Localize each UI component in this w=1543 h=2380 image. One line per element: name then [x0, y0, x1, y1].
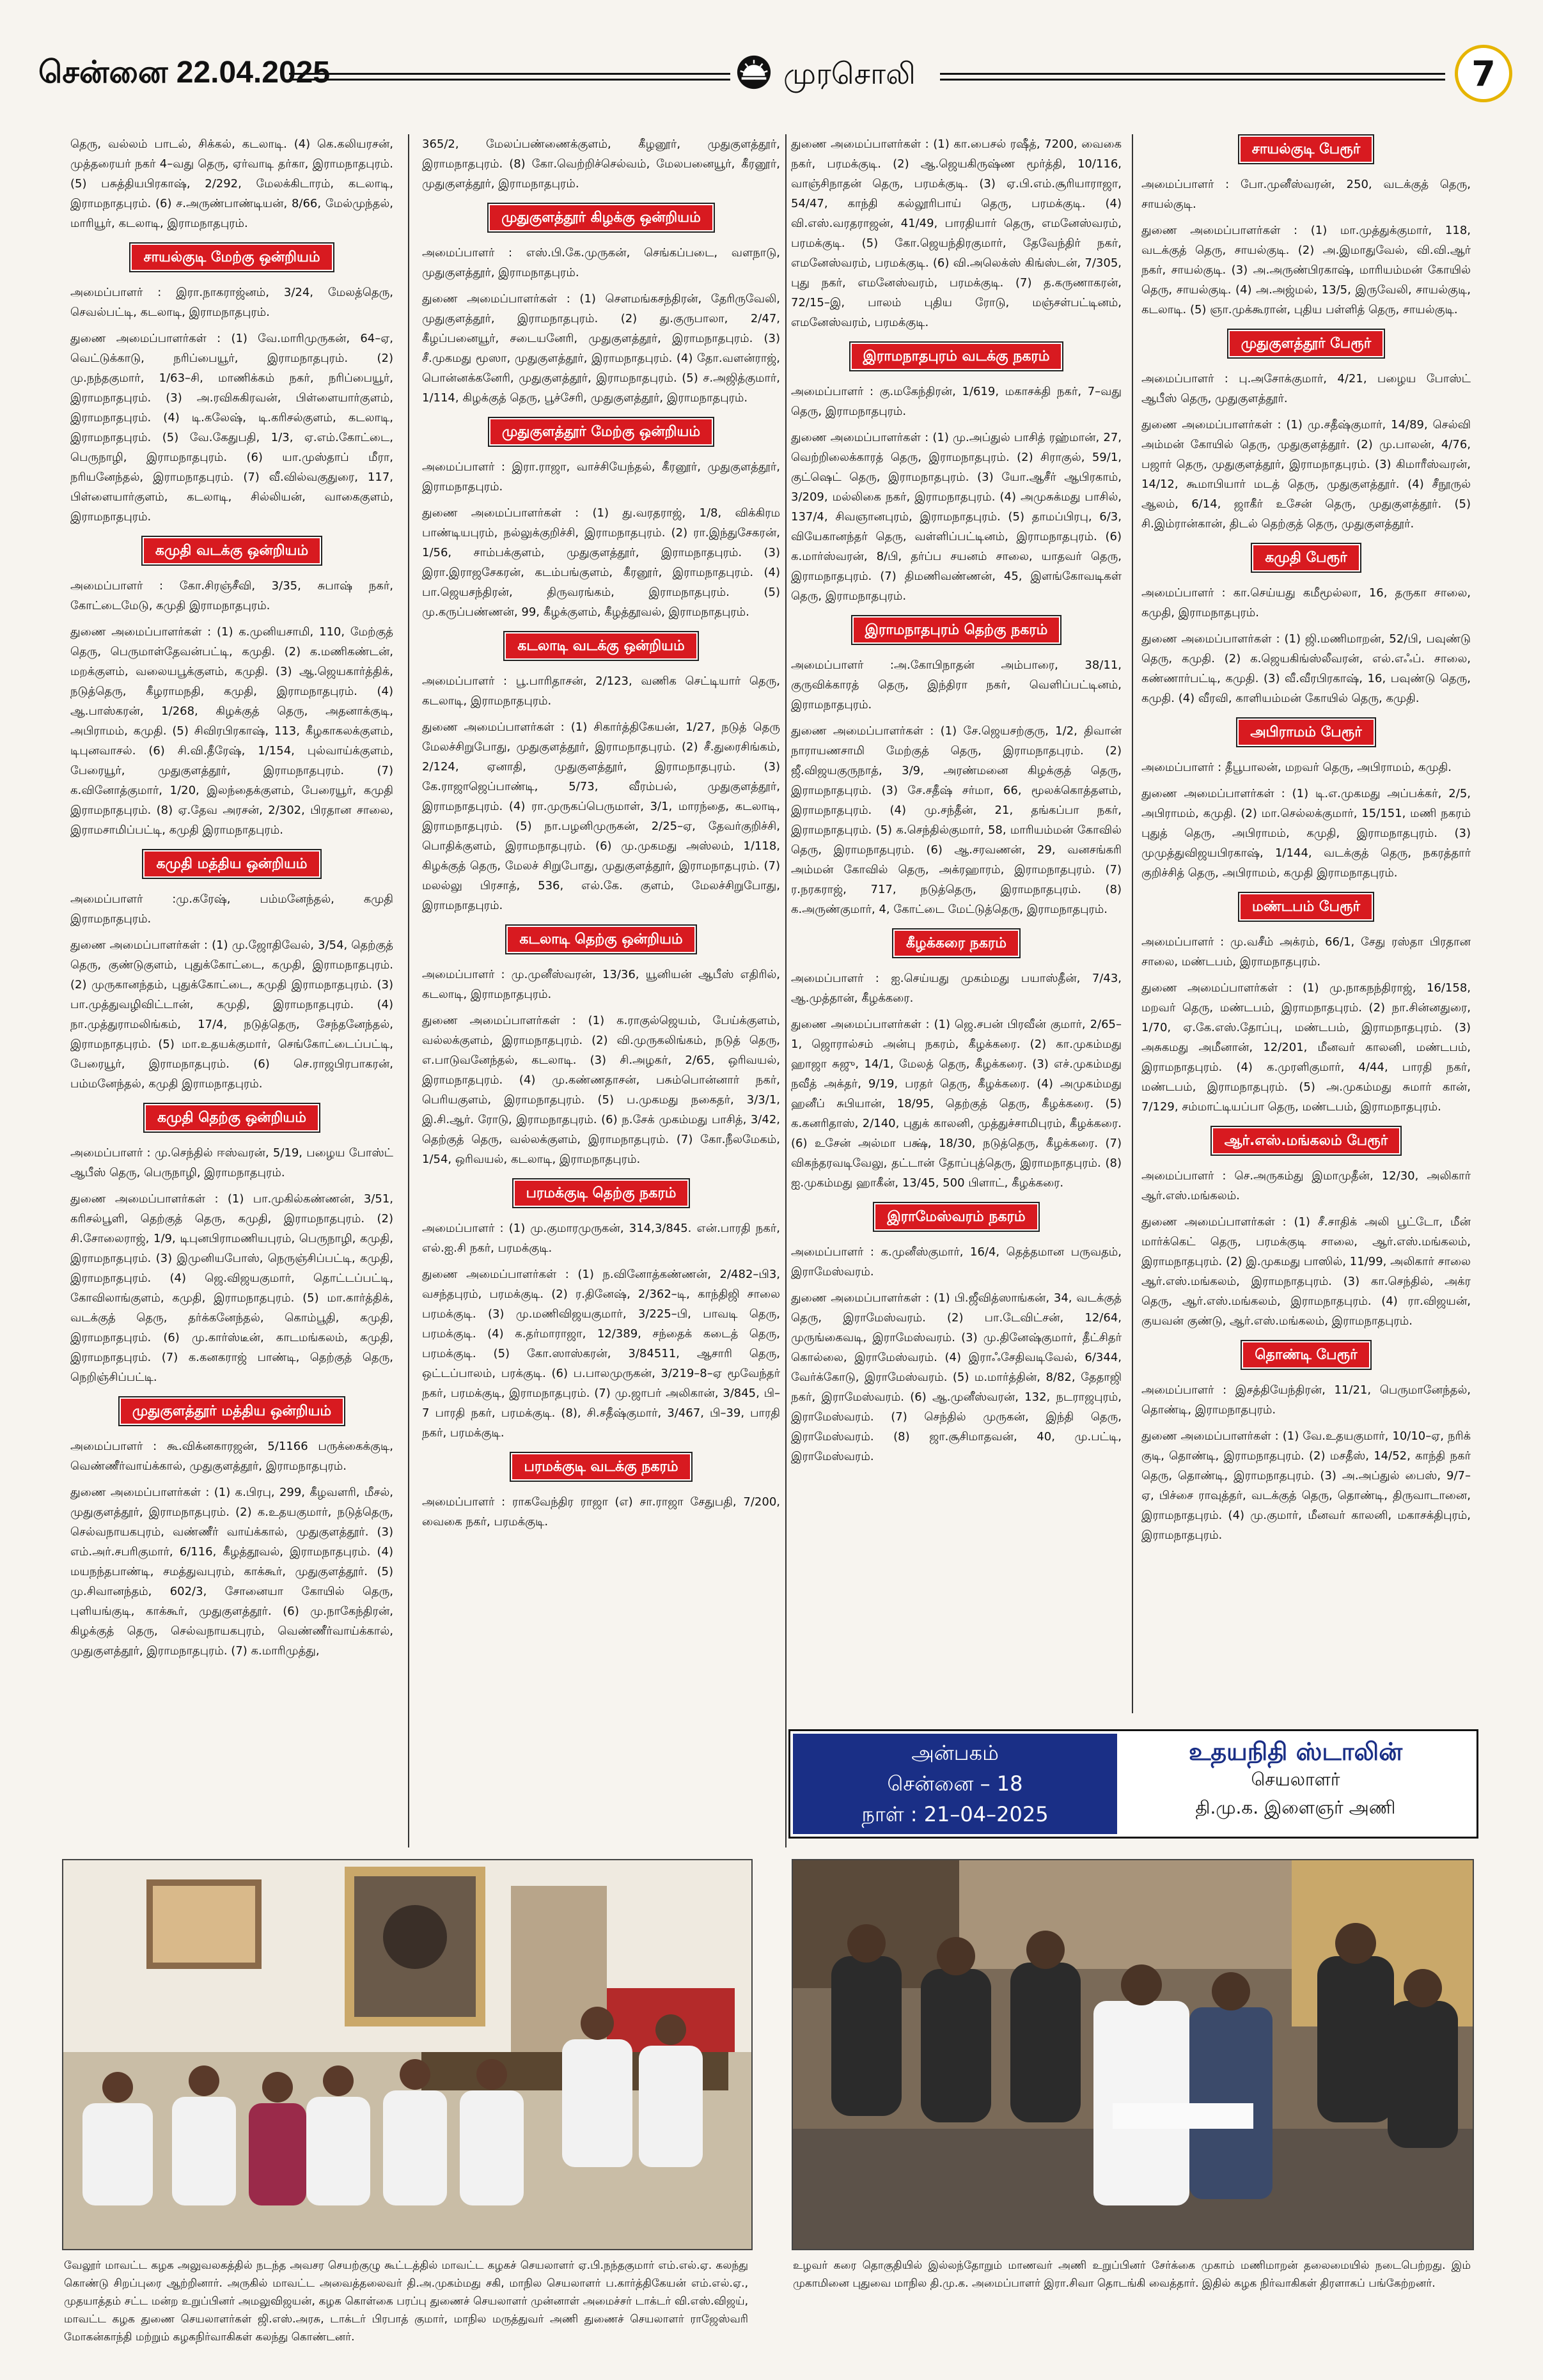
section-heading: சாயல்குடி மேற்கு ஒன்றியம் [70, 242, 393, 272]
organizer-entry: அமைப்பாளர் : மு.முனீஸ்வரன், 13/36, யூனியன் ஆபீஸ் எதிரில், கடலாடி, இராமநாதபுரம். [422, 968, 780, 1001]
article-paragraph: 365/2, மேலப்பண்ணைக்குளம், கீழனூர், முதுகுளத்தூர், இராமநாதபுரம். (8) கோ.வெற்றிச்செல்வம், மேலபனையூர், கீரனூர், முதுகுளத்தூர், இராமநாதபுரம். [422, 137, 780, 191]
organizer-entry: அமைப்பாளர் :அ.கோபிநாதன் அம்பாரை, 38/11, குருவிக்காரத் தெரு, இந்திரா நகர், வெளிப்பட்டினம், இராமநாதபுரம். [791, 658, 1122, 712]
section-heading: ஆர்.எஸ்.மங்கலம் பேரூர் [1141, 1126, 1471, 1156]
page-number-badge: 7 [1455, 45, 1512, 102]
office-date-block [793, 1734, 1117, 1834]
deputy-organizers-entry: துணை அமைப்பாளர்கள் : (1) சௌமங்கசந்திரன், தேரிருவேலி, முதுகுளத்தூர், இராமநாதபுரம். (2) து.குருபாலா, 2/47, கீழப்பனையூர், சடையனேரி, முதுகுளத்தூர், இராமநாதபுரம். (3) சீ.முகமது மூஸா, முதுகுளத்தூர், இராமநாதபுரம். (4) தோ.வளன்ராஜ், பொன்னக்கனேரி, முதுகுளத்தூர், இராமநாதபுரம். (5) ச.அஜித்குமார், 1/114, கிழக்குத் தெரு, பூச்சேரி, முதுகுளத்தூர், இராமநாதபுரம். [422, 292, 780, 405]
issue-date-line: நாள் : 21–04–2025 [861, 1802, 1049, 1826]
organizer-entry: அமைப்பாளர் : மு.செந்தில் ஈஸ்வரன், 5/19, பழைய போஸ்ட் ஆபீஸ் தெரு, பெருநாழி, இராமநாதபுரம். [70, 1146, 393, 1179]
organizer-entry: அமைப்பாளர் : இரா.ராஜா, வாச்சியேந்தல், கீரனூர், முதுகுளத்தூர், இராமநாதபுரம். [422, 460, 780, 494]
organizer-entry: அமைப்பாளர் : மு.வசீம் அக்ரம், 66/1, சேது ரஸ்தா பிரதான சாலை, மண்டபம், இராமநாதபுரம். [1141, 935, 1471, 968]
page-header [38, 45, 1509, 104]
organizer-entry: அமைப்பாளர் : ஐ.செய்யது முகம்மது பயாஸ்தீன், 7/43, ஆ.முத்தான், கீழக்கரை. [791, 972, 1122, 1005]
signatory-role: செயலாளர் [1251, 1769, 1340, 1790]
event-photo-image [793, 1860, 1473, 2249]
column-divider [785, 134, 787, 1847]
deputy-organizers-entry: துணை அமைப்பாளர்கள் : (1) க.பிரபு, 299, கீழவளரி, மீசல், முதுகுளத்தூர், இராமநாதபுரம். (2) க.உதயகுமார், நடுத்தெரு, செல்வநாயகபுரம், வண்ணீர் வாய்க்கால், முதுகுளத்தூர். (3) எம்.அர்.சபரிகுமார், 6/116, கீழத்தூவல், இராமநாதபுரம். (4) மயநந்தபாண்டி, சமத்துவபுரம், காக்கூர், முதுகுளத்தூர். (5) மு.சிவானந்தம், 602/3, சோனையா கோயில் தெரு, புளியங்குடி, காக்கூர், முதுகுளத்தூர். (6) மு.நாகேந்திரன், கிழக்குத் தெரு, செல்வநாயகபுரம், வெண்ணீர்வாய்க்கால், முதுகுளத்தூர், இராமநாதபுரம். (7) க.மாரிமுத்து, [70, 1486, 393, 1658]
section-heading: கீழக்கரை நகரம் [791, 928, 1122, 958]
column-2 [422, 134, 780, 1538]
organizer-entry: அமைப்பாளர் : கோ.சிரஞ்சீவி, 3/35, சுபாஷ் நகர், கோட்டைமேடு, கமுதி இராமநாதபுரம். [70, 579, 393, 612]
organizer-entry: அமைப்பாளர் : க.முனீஸ்குமார், 16/4, தெத்தமான பருவதம், இராமேஸ்வரம். [791, 1245, 1122, 1279]
issue-date: சென்னை 22.04.2025 [38, 56, 331, 89]
organizer-entry: அமைப்பாளர் : பு.அசோக்குமார், 4/21, பழைய போஸ்ட் ஆபீஸ் தெரு, முதுகுளத்தூர். [1141, 372, 1471, 405]
right-photo-caption: உழவர் கரை தொகுதியில் இல்லந்தோறும் மாணவர் அணி உறுப்பினர் சேர்க்கை முகாம் மணிமாறன் தலைமையில் நடைபெற்றது. இம் முகாமினை புதுவை மாநில தி.மு.க. அமைப்பாளர் இரா.சிவா தொடங்கி வைத்தார். இதில் கழக நிர்வாகிகள் திரளாகப் பங்கேற்றனர். [793, 2259, 1471, 2290]
deputy-organizers-entry: துணை அமைப்பாளர்கள் : (1) மு.அப்துல் பாசித் ரஹ்மான், 27, வெற்றிலைக்காரத் தெரு, இராமநாதபுரம். (2) சிராகுல், 59/1, குட்ஷெட் தெரு, இராமநாதபுரம். (3) யோ.ஆசீர் ஆபிரகாம், 3/209, மல்லிகை நகர், இராமநாதபுரம். (4) அமுசுக்மது பாசில், 137/4, சிவஞானபுரம், இராமநாதபுரம். (5) தாமப்பிரபு, 6/3, வியேகானந்தர் தெரு, வள்ளிப்பட்டினம், இராமநாதபுரம். (6) க.மார்ஸ்வரன், 8/பி, தர்ப்ப சயனம் சாலை, யாதவர் தெரு, இராமநாதபுரம். (7) திமணிவண்ணன், 45, இளங்கோவடிகள் தெரு, இராமநாதபுரம். [791, 431, 1122, 603]
deputy-organizers-entry: துணை அமைப்பாளர்கள் : (1) பா.முகில்கண்ணன், 3/51, கரிசல்பூளி, தெற்குத் தெரு, கமுதி, இராமநாதபுரம். (2) சி.சோலைராஜ், 1/9, டிபுனபிராமணியபுரம், பெருநாழி, கமுதி, இராமநாதபுரம். (3) இமுனியபோஸ், நெருஞ்சிப்பட்டி, கமுதி, இராமநாதபுரம். (4) ஜெ.விஜயகுமார், தொட்டப்பட்டி, கோவிலாங்குளம், கமுதி, இராமநாதபுரம். (5) மா.கார்த்திக், வடக்குத் தெரு, தர்க்கனேந்தல், கொம்பூதி, கமுதி, இராமநாதபுரம். (6) மு.கார்ஸ்டீன், காடமங்கலம், கமுதி, இராமநாதபுரம். (7) க.கனகராஜ் பாண்டி, தெற்குத் தெரு, நெறிஞ்சிப்பட்டி. [70, 1192, 393, 1384]
signatory-name: உதயநிதி ஸ்டாலின் [1188, 1738, 1403, 1766]
section-heading: கமுதி பேரூர் [1141, 543, 1471, 573]
section-heading: அபிராமம் பேரூர் [1141, 717, 1471, 747]
section-heading: முதுகுளத்தூர் கிழக்கு ஒன்றியம் [422, 203, 780, 233]
section-heading: சாயல்குடி பேரூர் [1141, 134, 1471, 164]
section-heading: பரமக்குடி தெற்கு நகரம் [422, 1178, 780, 1208]
column-4 [1141, 134, 1471, 1552]
organizer-entry: அமைப்பாளர் : தீபூபாலன், மறவர் தெரு, அபிராமம், கமுதி. [1141, 761, 1452, 774]
deputy-organizers-entry: துணை அமைப்பாளர்கள் : (1) கா.பைசல் ரஷீத், 7200, வைகை நகர், பரமக்குடி. (2) ஆ.ஜெயகிருஷ்ண மூர்த்தி, 10/116, வாஞ்சிநாதன் தெரு, பரமக்குடி. (3) ஏ.பி.எம்.சூரியாராஜா, 54/47, காந்தி கல்லூரிபாய் தெரு, பரமக்குடி. (4) வி.எஸ்.வரதராஜன், 41/49, பாரதியார் தெரு, எமனேஸ்வரம், பரமக்குடி. (5) கோ.ஜெயந்திரகுமார், தேவேந்திர் நகர், எமனேஸ்வரம், பரமக்குடி. (6) வி.அலெக்ஸ் கிங்ஸ்டன், 7/305, புது நகர், எமனேஸ்வரம், பரமக்குடி. (7) த.கருணாகரன், 72/15–இ, பாலம் புதிய ரோடு, மஞ்சள்பட்டினம், எமனேஸ்வரம், பரமக்குடி. [791, 137, 1122, 329]
deputy-organizers-entry: துணை அமைப்பாளர்கள் : (1) டி.எ.முகமது அப்பக்கர், 2/5, அபிராமம், கமுதி. (2) மா.செல்லக்குமார், 15/151, மணி நகரம் புதுத் தெரு, அபிராமம், கமுதி, இராமநாதபுரம். (3) முமுத்துவிஜயபிரகாஷ், 1/144, வடக்குத் தெரு, நகரத்தார் குறிச்சித் தெரு, அபிராமம், கமுதி இராமநாதபுரம். [1141, 787, 1471, 880]
rising-sun-logo-icon [735, 54, 772, 91]
deputy-organizers-entry: துணை அமைப்பாளர்கள் : (1) வே.மாரிமுருகன், 64–ஏ, வெட்டுக்காடு, நரிப்பையூர், இராமநாதபுரம். (2) மு.நந்தகுமார், 1/63–சி, மாணிக்கம் நகர், நரிப்பையூர், இராமநாதபுரம். (3) அ.ரவிசுகிரவன், பிள்ளையார்குளம், இராமநாதபுரம். (4) டி.கலேஷ், டி.கரிசல்குளம், கடலாடி, இராமநாதபுரம். (5) வே.கேதுபதி, 1/3, ஏ.எம்.கோட்டை, பெருநாழி, இராமநாதபுரம். (6) யா.முஸ்தாப் மீரா, நரியனேந்தல், இராமநாதபுரம். (7) வீ.வில்வகுதுரை, 117, பிள்ளையார்குளம், கடலாடி, சில்லியன், வாகைகுளம், இராமநாதபுரம். [70, 332, 393, 524]
event-photo [792, 1859, 1474, 2250]
deputy-organizers-entry: துணை அமைப்பாளர்கள் : (1) பி.ஜீவித்ஸாங்கன், 34, வடக்குத் தெரு, இராமேஸ்வரம். (2) பா.டேவிட்சன், 12/64, முருங்கைவடி, இராமேஸ்வரம். (3) மு.தினேஷ்குமார், தீட்சிதர் கொல்லை, இராமேஸ்வரம். (4) இராஃசேதிவடிவேல், 6/344, வேர்க்கோடு, இராமேஸ்வரம். (5) ம.மார்த்தின், 8/82, தேதாஜி நகர், இராமேஸ்வரம். (6) ஆ.முனீஸ்வரன், 132, நடராஜபுரம், இராமேஸ்வரம். (7) செந்தில் முருகன், இந்தி தெரு, இராமேஸ்வரம். (8) ஜா.சூசிமாதவன், 40, மு.பட்டி, இராமேஸ்வரம். [791, 1291, 1122, 1463]
organizer-entry: அமைப்பாளர் : எஸ்.பி.கே.முருகன், செங்கப்படை, வளநாடு, முதுகுளத்தூர், இராமநாதபுரம். [422, 246, 780, 279]
meeting-photo-image [63, 1860, 751, 2249]
deputy-organizers-entry: துணை அமைப்பாளர்கள் : (1) க.முனியசாமி, 110, மேற்குத் தெரு, பெருமாள்தேவன்பட்டி, கமுதி. (2) க.மணிகண்டன், மறக்குளம், வலையபூக்குளம், கமுதி. (3) ஆ.ஜெயகார்த்திக், நடுத்தெரு, கீழராமநதி, கமுதி, இராமநாதபுரம். (4) ஆ.பாஸ்கரன், 1/268, கிழக்குத் தெரு, அதனாக்குடி, அபிராமம், கமுதி. (5) சிவிரபிரகாஷ், 113, கீழகாகலக்குளம், டிபுனவாசல். (6) சி.வி.தீரேஷ், 1/154, புல்வாய்க்குளம், பேரையூர், முதுகுளத்தூர், இராமநாதபுரம். (7) க.வினோத்குமார், 1/20, இலந்தைக்குளம், பேரையூர், கமுதி இராமநாதபுரம். (8) ஏ.தேவ அரசன், 2/302, பிரதான சாலை, இராமசாமிப்பட்டி, கமுதி இராமநாதபுரம். [70, 625, 393, 837]
meeting-photo [62, 1859, 753, 2250]
section-heading: முதுகுளத்தூர் பேரூர் [1141, 329, 1471, 359]
newspaper-name: முரசொலி [783, 56, 916, 91]
section-heading: கடலாடி தெற்கு ஒன்றியம் [422, 924, 780, 954]
deputy-organizers-entry: துணை அமைப்பாளர்கள் : (1) சே.ஜெயசற்குரு, 1/2, திவான் நாராயணசாமி மேற்குத் தெரு, இராமநாதபுரம். (2) ஜீ.விஜயகுருநாத், 3/9, அரண்மனை கிழக்குத் தெரு, இராமநாதபுரம். (3) சே.சதீஷ் சர்மா, 66, மூலக்கொத்தளம், இராமநாதபுரம். (4) மு.சந்தீன், 21, தங்கப்பா நகர், இராமநாதபுரம். (5) க.செந்தில்குமார், 58, மாரியம்மன் கோவில் தெரு, இராமநாதபுரம். (6) ஆ.சரவணன், 29, வனசங்கரி அம்மன் கோவில் தெரு, அக்ரஹாரம், இராமநாதபுரம். (7) ர.நரகராஜ், 717, நடுத்தெரு, இராமநாதபுரம். (8) க.அருண்குமார், 4, கோட்டை மேட்டுத்தெரு, இராமநாதபுரம். [791, 724, 1122, 916]
organizer-entry: அமைப்பாளர் : கா.செய்யது கமீமூல்லா, 16, தருகா சாலை, கமுதி, இராமநாதபுரம். [1141, 586, 1471, 619]
deputy-organizers-entry: துணை அமைப்பாளர்கள் : (1) ஜி.மணிமாறன், 52/பி, பவுண்டு தெரு, கமுதி. (2) க.ஜெயகிங்ஸ்லீவரன், எல்.எஃப். சாலை, கண்ணார்பட்டி, கமுதி. (3) வீ.வீரபிரகாஷ், 16, பவுண்டு தெரு, கமுதி. (4) வீரவி, காளியம்மன் கோயில் தெரு, கமுதி. [1141, 632, 1471, 705]
header-rule-right [940, 73, 1445, 81]
column-3 [791, 134, 1122, 1473]
organizer-entry: அமைப்பாளர் : இசத்தியேந்திரன், 11/21, பெருமானேந்தல், தொண்டி, இராமநாதபுரம். [1141, 1383, 1471, 1417]
signature-box [788, 1729, 1478, 1839]
deputy-organizers-entry: துணை அமைப்பாளர்கள் : (1) ந.வினோத்கண்ணன், 2/482–பி3, வசந்தபுரம், பரமக்குடி. (2) ர.தினேஷ், 2/362–டி, காந்திஜி சாலை பரமக்குடி. (3) மு.மணிவிஜயகுமார், 3/225–பி, பாவடி தெரு, பரமக்குடி. (4) க.தர்மாராஜா, 12/389, சந்தைக் கடைத் தெரு, பரமக்குடி. (5) கோ.ஸாஸ்கரன், 3/84511, ஆசாரி தெரு, ஒட்டப்பாலம், பரக்குடி. (6) ப.பாலமுருகன், 3/219–8–ஏ மூவேந்தர் நகர், பரமக்குடி, இராமநாதபுரம். (7) மு.ஜாபர் அலிகான், 3/845, பி–7 பாரதி நகர், பரமக்குடி. (8), சி.சதீஷ்குமார், 3/467, பி–39, பாரதி நகர், பரமக்குடி. [422, 1268, 780, 1440]
deputy-organizers-entry: துணை அமைப்பாளர்கள் : (1) து.வரதராஜ், 1/8, விக்கிரம பாண்டியபுரம், நல்லுக்குறிச்சி, இராமநாதபுரம். (2) ரா.இந்துசேகரன், 1/56, சாம்பக்குளம், முதுகுளத்தூர், இராமநாதபுரம். (3) இரா.இராஜசேகரன், கடம்பங்குளம், கீரனூர், இராமநாதபுரம். (4) பா.ஜெயசந்திரன், திருவரங்கம், இராமநாதபுரம். (5) மு.கருப்பண்ணன், 99, கீழக்குளம், கீழத்தூவல், இராமநாதபுரம். [422, 506, 780, 619]
deputy-organizers-entry: துணை அமைப்பாளர்கள் : (1) வே.உதயகுமார், 10/10–ஏ, நரிக் குடி, தொண்டி, இராமநாதபுரம். (2) மசதீஸ், 14/52, காந்தி நகர் தெரு, தொண்டி, இராமநாதபுரம். (3) அ.அப்துல் பைஸ், 9/7–ஏ, பிச்சை ராவுத்தர், வடக்குத் தெரு, தொண்டி, திருவாடானை, இராமநாதபுரம். (4) மு.குமார், மீனவர் காலனி, மகாசக்திபுரம், இராமநாதபுரம். [1141, 1429, 1471, 1542]
section-heading: கடலாடி வடக்கு ஒன்றியம் [422, 631, 780, 661]
organizer-entry: அமைப்பாளர் : பூ.பாரிதாசன், 2/123, வணிக செட்டியார் தெரு, கடலாடி, இராமநாதபுரம். [422, 674, 780, 708]
deputy-organizers-entry: துணை அமைப்பாளர்கள் : (1) மு.சதீஷ்குமார், 14/89, செல்வி அம்மன் கோயில் தெரு, முதுகுளத்தூர். (2) மு.பாலன், 4/76, பஜார் தெரு, முதுகுளத்தூர், இராமநாதபுரம். (3) கிமாரீஸ்வரன், 14/12, கூமாபியார் மடத் தெரு, முதுகுளத்தூர். (4) சீநூருல் ஆலம், 6/14, ஜாகீர் உசேன் தெரு, முதுகுளத்தூர். (5) சி.இம்ரான்கான், திடல் தெற்குத் தெரு, முதுகுளத்தூர். [1141, 418, 1471, 531]
column-1 [70, 134, 393, 1667]
organizer-entry: அமைப்பாளர் : (1) மு.குமாரமுருகன், 314,3/845. என்.பாரதி நகர், எல்.ஐ.சி நகர், பரமக்குடி. [422, 1222, 780, 1255]
left-photo-caption: வேலூர் மாவட்ட கழக அலுவலகத்தில் நடந்த அவசர செயற்குழு கூட்டத்தில் மாவட்ட கழகச் செயலாளர் ஏ.பி.நந்தகுமார் எம்.எல்.ஏ. கலந்து கொண்டு சிறப்புரை ஆற்றினார். அருகில் மாவட்ட அவைத்தலைவர் தி.அ.முகம்மது சகி, மாநில செயலாளர் ப.கார்த்திகேயன் எம்.எல்.ஏ., முதயாத்தம் சட்ட மன்ற உறுப்பினர் அமலுவிஜயன், கழக கொள்கை பரப்பு துணைச் செயலாளர் முன்னாள் அமைச்சர் டாக்டர் வி.எஸ்.விஜய், மாவட்ட கழக துணை செயலாளர்கள் ஜி.எஸ்.அரசு, டாக்டர் பிரபாத் குமார், மாநில மருத்துவர் அணி துணைச் செயலாளர் ராஜேஸ்வரி மோகன்காந்தி மற்றும் கழகநிர்வாகிகள் கலந்து கொண்டனர். [64, 2259, 748, 2344]
section-heading: முதுகுளத்தூர் மேற்கு ஒன்றியம் [422, 417, 780, 447]
section-heading: கமுதி தெற்கு ஒன்றியம் [70, 1103, 393, 1133]
office-name: அன்பகம் [911, 1741, 999, 1765]
deputy-organizers-entry: துணை அமைப்பாளர்கள் : (1) சீ.சாதிக் அலி பூட்டோ, மீன் மார்க்கெட் தெரு, பரமக்குடி சாலை, ஆர்.எஸ்.மங்கலம், இராமநாதபுரம். (2) இ.முகமது பாஸில், 11/99, அலிகார் சாலை ஆர்.எஸ்.மங்கலம், இராமநாதபுரம். (3) கா.செந்தில், அக்ர தெரு, ஆர்.எஸ்.மங்கலம், இராமநாதபுரம். (4) ரா.விஜயன், குயவன் குண்டு, ஆர்.எஸ்.மங்கலம், இராமநாதபுரம். [1141, 1215, 1471, 1328]
deputy-organizers-entry: துணை அமைப்பாளர்கள் : (1) மா.முத்துக்குமார், 118, வடக்குத் தெரு, சாயல்குடி. (2) அ.இமாதுவேல், வி.வி.ஆர் நகர், சாயல்குடி. (3) அ.அருண்பிரகாஷ், மாரியம்மன் கோயில் தெரு, சாயல்குடி. (4) அ.அஜ்மல், 13/5, இருவேலி, சாயல்குடி, கடலாடி. (5) ஞா.முக்கூரான், புதிய பள்ளித் தெரு, சாயல்குடி. [1141, 224, 1471, 316]
section-heading: தொண்டி பேரூர் [1141, 1340, 1471, 1370]
deputy-organizers-entry: துணை அமைப்பாளர்கள் : (1) சிகார்த்திகேயன், 1/27, நடுத் தெரு மேலச்சிறுபோது, முதுகுளத்தூர், இராமநாதபுரம். (2) சீ.துரைசிங்கம், 2/124, ஏனாதி, முதுகுளத்தூர், இராமநாதபுரம். (3) கே.ராஜாஜெப்பாண்டி, 5/73, வீரம்பல், முதுகுளத்தூர், இராமநாதபுரம். (4) ரா.முருகப்பெருமாள், 3/1, மாரந்தை, கடலாடி, இராமநாதபுரம். (5) நா.பழனிமுருகன், 2/25–ஏ, தேவர்குறிச்சி, பொதிக்குளம், இராமநாதபுரம். (6) மு.முகமது அஸ்லம், 1/118, கிழக்குத் தெரு, மேலச் சிறுபோது, முதுகுளத்தூர், இராமநாதபுரம். (7) மலல்லு பிரசாத், 536, எல்.கே. குளம், மேலச்சிறுபோது, இராமநாதபுரம். [422, 720, 780, 912]
column-divider [408, 134, 409, 1847]
organizer-entry: அமைப்பாளர் : ராகவேந்திர ராஜா (எ) சா.ராஜா சேதுபதி, 7/200, வைகை நகர், பரமக்குடி. [422, 1495, 780, 1528]
signatory-block [1123, 1738, 1468, 1822]
deputy-organizers-entry: துணை அமைப்பாளர்கள் : (1) ஜெ.சபன் பிரவீன் குமார், 2/65–1, ஜொரால்சம் அன்பு நகரம், கீழக்கரை. (2) கா.முகம்மது ஹாஜா சுஜு, 14/1, மேலத் தெரு, கீழக்கரை. (3) எச்.முகம்மது நவீத் அக்தர், 9/19, பரதர் தெரு, கீழக்கரை. (4) அமுகம்மது ஹனீப் சுபியான், 18/95, தெற்குத் தெரு, கீழக்கரை. (5) க.கனரிதாஸ், 2/140, புதுக் காலனி, முத்துச்சாமிபுரம், கீழக்கரை. (6) உசேன் அல்மா பக்ஷ், 18/30, நடுத்தெரு, கீழக்கரை. (7) விகந்தரவடிவேலு, தட்டான் தோப்புத்தெரு, இராமநாதபுரம். (8) ஐ.முகம்மது ஹாகீன், 13/45, 500 பிளாட், கீழக்கரை. [791, 1018, 1122, 1190]
office-city: சென்னை – 18 [887, 1771, 1023, 1796]
organizer-entry: அமைப்பாளர் : செ.அருகம்து இமாமுதீன், 12/30, அலிகார் ஆர்.எஸ்.மங்கலம். [1141, 1169, 1471, 1202]
section-heading: முதுகுளத்தூர் மத்திய ஒன்றியம் [70, 1396, 393, 1426]
organizer-entry: அமைப்பாளர் : போ.முனீஸ்வரன், 250, வடக்குத் தெரு, சாயல்குடி. [1141, 178, 1471, 211]
section-heading: இராமேஸ்வரம் நகரம் [791, 1202, 1122, 1232]
section-heading: பரமக்குடி வடக்கு நகரம் [422, 1452, 780, 1482]
section-heading: இராமநாதபுரம் தெற்கு நகரம் [791, 615, 1122, 645]
deputy-organizers-entry: துணை அமைப்பாளர்கள் : (1) மு.நாகநந்திராஜ், 16/158, மறவர் தெரு, மண்டபம், இராமநாதபுரம். (2) நா.சின்னதுரை, 1/70, ஏ.கே.எஸ்.தோப்பு, மண்டபம், இராமநாதபுரம். (3) அசுகமது அமீனான், 12/201, மீனவர் காலனி, மண்டபம், இராமநாதபுரம். (4) க.முரளிகுமார், 4/44, பாரதி நகர், மண்டபம், இராமநாதபுரம். (5) அ.முகம்மது சுமார் கான், 7/129, சம்மாட்டியப்பா தெரு, மண்டபம், இராமநாதபுரம். [1141, 981, 1471, 1114]
section-heading: மண்டபம் பேரூர் [1141, 892, 1471, 922]
signatory-org: தி.மு.க. இளைஞர் அணி [1195, 1797, 1396, 1818]
organizer-entry: அமைப்பாளர் : கூ.விக்னகாரஜன், 5/1166 பருக்கைக்குடி, வெண்ணீர்வாய்க்கால், முதுகுளத்தூர், இராமநாதபுரம். [70, 1440, 393, 1473]
deputy-organizers-entry: துணை அமைப்பாளர்கள் : (1) க.ராகுல்ஜெயம், பேய்க்குளம், வல்லக்குளம், இராமநாதபுரம். (2) வி.முருகலிங்கம், நடுத் தெரு, எ.பாடுவனேந்தல், கடலாடி. (3) சி.அழகர், 2/65, ஒரிவயல், இராமநாதபுரம். (4) மு.கண்ணதாசன், பசும்பொன்னார் நகர், பெரியகுளம், இராமநாதபுரம். (5) ப.முகமது நகைதர், 3/3/1, இ.சி.ஆர். ரோடு, இராமநாதபுரம். (6) ந.சேக் முகம்மது பாசித், 3/42, தெற்குத் தெரு, வல்லக்குளம், இராமநாதபுரம். (7) கோ.நீலமேகம், 1/54, ஒரிவயல், கடலாடி, இராமநாதபுரம். [422, 1014, 780, 1166]
organizer-entry: அமைப்பாளர் : இரா.நாகராஜ்னம், 3/24, மேலத்தெரு, செவல்பட்டி, கடலாடி, இராமநாதபுரம். [70, 286, 393, 319]
organizer-entry: அமைப்பாளர் : கு.மகேந்திரன், 1/619, மகாசக்தி நகர், 7–வது தெரு, இராமநாதபுரம். [791, 385, 1122, 418]
article-paragraph: தெரு, வல்லம் பாடல், சிக்கல், கடலாடி. (4) கெ.கலியரசன், முத்தரையர் நகர் 4–வது தெரு, ஏர்வாடி தர்கா, இராமநாதபுரம். (5) பசுத்தியபிரகாஷ், 2/292, மேலக்கிடாரம், கடலாடி, இராமநாதபுரம். (6) ச.அருண்பாண்டியன், 8/66, மேல்முந்தல், மாரியூர், கடலாடி, இராமநாதபுரம். [70, 137, 393, 230]
deputy-organizers-entry: துணை அமைப்பாளர்கள் : (1) மு.ஜோதிவேல், 3/54, தெற்குத் தெரு, குண்டுகுளம், புதுக்கோட்டை, கமுதி, இராமநாதபுரம். (2) முருகானந்தம், புதுக்கோட்டை, கமுதி இராமநாதபுரம். (3) பா.முத்துவழிவிட்டான், கமுதி, இராமநாதபுரம். (4) நா.முத்துராமலிங்கம், 17/4, நடுத்தெரு, சேந்தனேந்தல், இராமநாதபுரம். (5) மா.உதயக்குமார், செங்கோட்டைப்பட்டி, பேரையூர், இராமநாதபுரம். (6) செ.ராஜபிரபாகரன், பம்மனேந்தல், கமுதி இராமநாதபுரம். [70, 938, 393, 1091]
section-heading: இராமநாதபுரம் வடக்கு நகரம் [791, 341, 1122, 371]
section-heading: கமுதி மத்திய ஒன்றியம் [70, 849, 393, 879]
section-heading: கமுதி வடக்கு ஒன்றியம் [70, 536, 393, 566]
header-rule-left [289, 73, 730, 81]
column-divider [1132, 134, 1133, 1713]
organizer-entry: அமைப்பாளர் :மு.கரேஷ், பம்மனேந்தல், கமுதி இராமநாதபுரம். [70, 892, 393, 926]
